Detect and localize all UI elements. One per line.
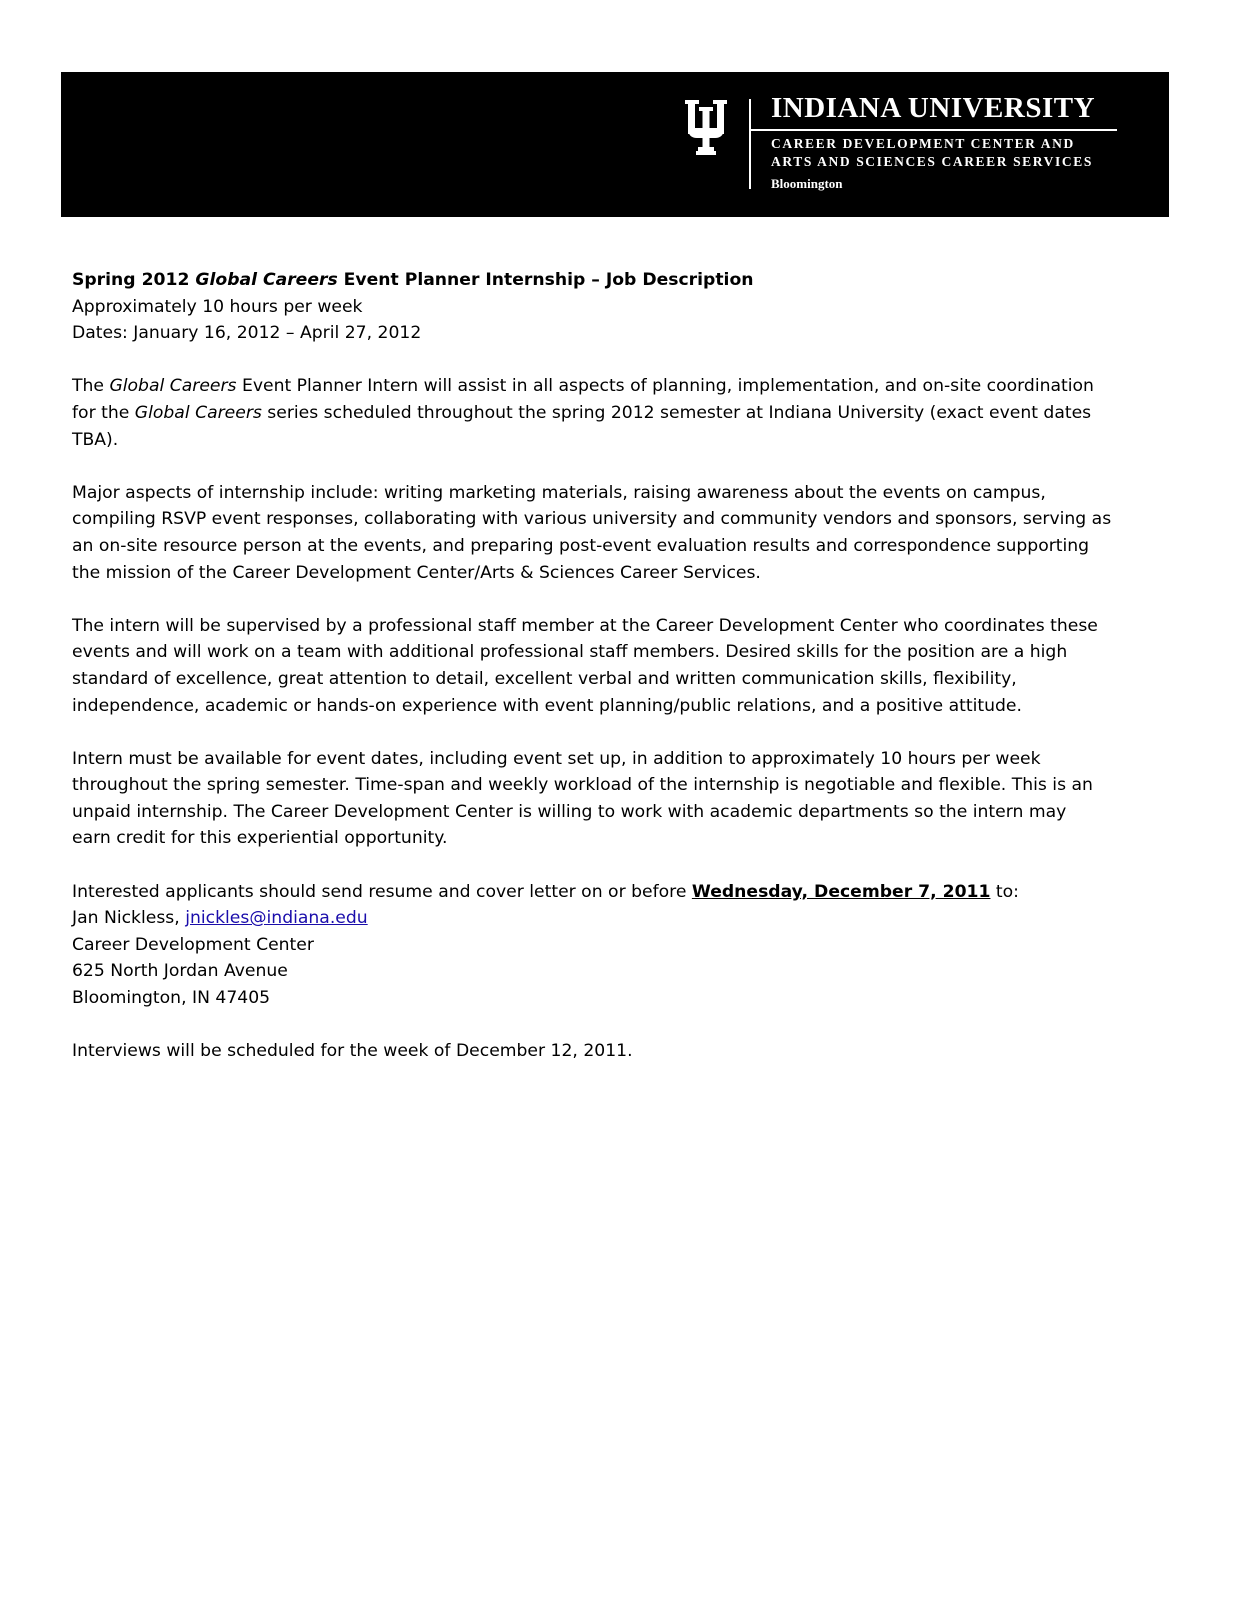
department-line-1: CAREER DEVELOPMENT CENTER AND <box>771 136 1075 151</box>
university-name: INDIANA UNIVERSITY <box>771 92 1096 124</box>
overview-line <box>72 400 1152 427</box>
overview-line: TBA). <box>72 429 119 450</box>
document-body <box>72 267 1152 1091</box>
paragraph-line: earn credit for this experiential opportunity. <box>72 828 448 849</box>
paragraph-line: Major aspects of internship include: writing marketing materials, raising awareness about the events on campus, <box>72 482 1046 503</box>
overview-program: Global Careers <box>109 376 237 397</box>
overview-line <box>72 373 1152 400</box>
overview-paragraph <box>72 373 1152 453</box>
paragraph-line: independence, academic or hands-on experience with event planning/public relations, and a positive attitude. <box>72 695 1022 716</box>
supervision-paragraph <box>72 613 1152 719</box>
paragraph-line: standard of excellence, great attention to detail, excellent verbal and written communication skills, flexibility, <box>72 668 1017 689</box>
logo-divider <box>749 99 751 189</box>
contact-name: Jan Nickless, <box>72 908 186 929</box>
street-address: 625 North Jordan Avenue <box>72 961 288 982</box>
overview-text: series scheduled throughout the spring 2012 semester at Indiana University (exact event dates <box>261 402 1092 423</box>
interviews-text: Interviews will be scheduled for the week of December 12, 2011. <box>72 1041 633 1062</box>
instruction-text: Interested applicants should send resume and cover letter on or before <box>72 881 692 902</box>
paragraph-line: the mission of the Career Development Center/Arts & Sciences Career Services. <box>72 562 761 583</box>
contact-line <box>72 905 1152 932</box>
paragraph-line: compiling RSVP event responses, collaborating with various university and community vendors and sponsors, serving as <box>72 509 1112 530</box>
city-state-zip: Bloomington, IN 47405 <box>72 988 271 1009</box>
paragraph-line: events and will work on a team with additional professional staff members. Desired skills for the position are a high <box>72 642 1068 663</box>
interviews-note <box>72 1038 1152 1065</box>
posting-header <box>72 267 1152 347</box>
title-prefix: Spring 2012 <box>72 270 196 290</box>
department-line-2: ARTS AND SCIENCES CAREER SERVICES <box>771 154 1093 169</box>
paragraph-line: an on-site resource person at the events, and preparing post-event evaluation results and correspondence supporting <box>72 535 1090 556</box>
campus-name: Bloomington <box>771 176 843 191</box>
overview-text: for the <box>72 402 135 423</box>
contact-email-link[interactable]: jnickles@indiana.edu <box>185 908 368 929</box>
title-suffix: Event Planner Internship – Job Description <box>337 270 754 290</box>
header-banner <box>61 72 1169 217</box>
availability-paragraph <box>72 746 1152 852</box>
hours-per-week: Approximately 10 hours per week <box>72 296 363 317</box>
deadline-date: Wednesday, December 7, 2011 <box>691 881 991 902</box>
title-program: Global Careers <box>195 270 338 290</box>
paragraph-line: throughout the spring semester. Time-span and weekly workload of the internship is negotiable and flexible. This is an <box>72 775 1093 796</box>
major-aspects-paragraph <box>72 480 1152 586</box>
instruction-text: to: <box>990 881 1019 902</box>
internship-dates: Dates: January 16, 2012 – April 27, 2012 <box>72 323 422 344</box>
overview-text: Event Planner Intern will assist in all aspects of planning, implementation, and on-site coordination <box>236 376 1094 397</box>
document-title <box>72 267 1152 294</box>
paragraph-line: Intern must be available for event dates, including event set up, in addition to approximately 10 hours per week <box>72 748 1041 769</box>
overview-program: Global Careers <box>134 402 262 423</box>
office-name: Career Development Center <box>72 934 314 955</box>
iu-trident-icon <box>685 100 727 156</box>
application-block <box>72 879 1152 1012</box>
university-name-rule <box>749 129 1117 131</box>
application-instruction <box>72 879 1152 906</box>
overview-text: The <box>72 376 110 397</box>
paragraph-line: unpaid internship. The Career Development Center is willing to work with academic departments so the intern may <box>72 801 1067 822</box>
paragraph-line: The intern will be supervised by a professional staff member at the Career Development Center who coordinates these <box>72 615 1098 636</box>
